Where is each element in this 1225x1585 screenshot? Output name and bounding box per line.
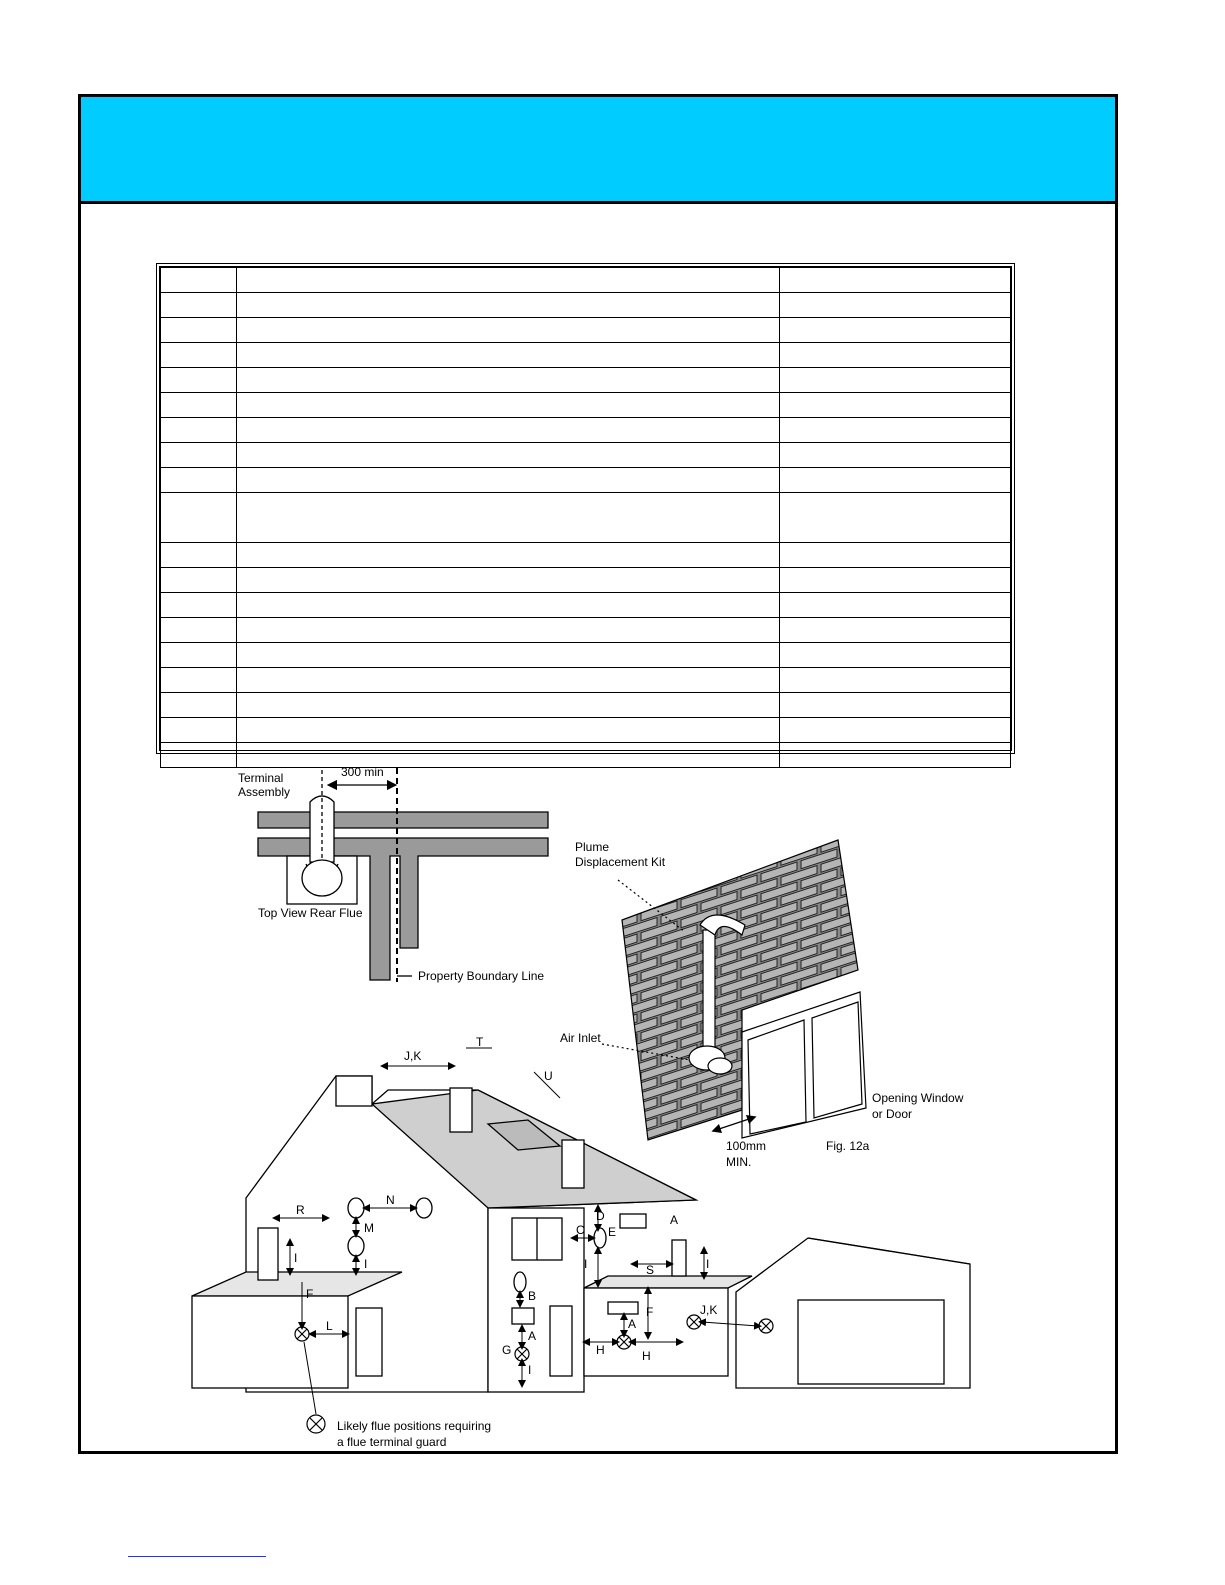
letter-d: D xyxy=(596,1209,605,1223)
letter-g: G xyxy=(502,1343,512,1357)
letter-i-3: I xyxy=(584,1257,588,1271)
letter-t: T xyxy=(476,1035,484,1049)
letter-jk-2: J,K xyxy=(700,1303,718,1317)
likely-label-2: a flue terminal guard xyxy=(337,1435,447,1449)
letter-f-1: F xyxy=(306,1287,314,1301)
brick-wall-illustration xyxy=(602,840,866,1140)
opening-label-1: Opening Window xyxy=(872,1091,964,1105)
letter-l: L xyxy=(326,1319,333,1333)
likely-label-1: Likely flue positions requiring xyxy=(337,1419,492,1433)
letter-a-3: A xyxy=(628,1317,637,1331)
letter-h-1: H xyxy=(596,1343,605,1357)
letter-u: U xyxy=(544,1069,553,1083)
100mm-label-1: 100mm xyxy=(726,1139,767,1153)
footer-link-underline[interactable] xyxy=(128,1556,266,1557)
letter-i-5: I xyxy=(528,1363,532,1377)
letter-r: R xyxy=(296,1203,305,1217)
top-view-label: Top View Rear Flue xyxy=(258,906,363,920)
letter-a-1: A xyxy=(670,1213,679,1227)
letter-b: B xyxy=(528,1289,537,1303)
letter-i-4: I xyxy=(706,1257,710,1271)
air-inlet-label: Air Inlet xyxy=(560,1031,601,1045)
letter-m: M xyxy=(364,1221,374,1235)
boundary-label: Property Boundary Line xyxy=(418,969,545,983)
plume-kit-label-2: Displacement Kit xyxy=(575,855,666,869)
100mm-label-2: MIN. xyxy=(726,1155,752,1169)
300-min-label: 300 min xyxy=(341,765,384,779)
opening-label-2: or Door xyxy=(872,1107,913,1121)
terminal-assembly-label-1: Terminal xyxy=(238,771,284,785)
letter-f-2: F xyxy=(646,1305,654,1319)
plume-kit-label-1: Plume xyxy=(575,840,610,854)
letter-a-2: A xyxy=(528,1329,537,1343)
letter-jk-1: J,K xyxy=(404,1049,422,1063)
terminal-assembly-label-2: Assembly xyxy=(238,785,291,799)
top-view-rear-flue xyxy=(258,768,548,982)
letter-e: E xyxy=(608,1225,617,1239)
letter-c: C xyxy=(576,1223,585,1237)
letter-h-2: H xyxy=(642,1349,651,1363)
figure-label: Fig. 12a xyxy=(826,1139,870,1153)
letter-i-1: I xyxy=(364,1257,368,1271)
letter-s: S xyxy=(646,1263,655,1277)
letter-i-2: I xyxy=(294,1251,298,1265)
letter-n: N xyxy=(386,1193,395,1207)
